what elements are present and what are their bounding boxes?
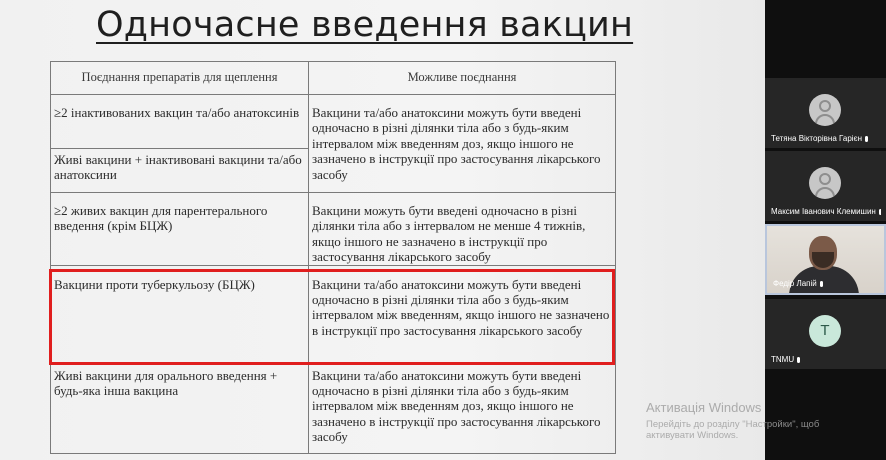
table-row: [51, 193, 616, 266]
combination-cell: ≥2 живих вакцин для парентерального введення (крім БЦЖ): [51, 193, 309, 266]
table-row: [51, 363, 616, 453]
windows-activation-watermark: [646, 400, 886, 441]
possible-combination-cell: Вакцини можуть бути введені одночасно в різні ділянки тіла або з інтервалом не менше 4 тижнів, якщо іншого не зазначено в інструкції про застосування лікарського засобу: [309, 193, 616, 266]
person-icon: [809, 94, 841, 126]
column-header: Поєднання препаратів для щеплення: [51, 62, 309, 95]
participant-tile[interactable]: [765, 151, 886, 221]
vaccine-combination-table: [50, 61, 616, 454]
avatar-letter: T: [809, 315, 841, 347]
table-header-row: [51, 62, 616, 95]
participant-name: Тетяна Вікторівна Гарієн: [771, 134, 863, 143]
combination-cell: ≥2 інактивованих вакцин та/або анатоксинів: [51, 95, 309, 149]
mic-muted-icon: [820, 281, 823, 287]
participant-name: TNMU: [771, 355, 795, 364]
possible-combination-cell: Вакцини та/або анатоксини можуть бути введені одночасно в різні ділянки тіла або з будь-яким інтервалом між введенням доз, якщо іншого не зазначено в інструкції про застосування лікарського засобу: [309, 363, 616, 453]
combination-cell: Живі вакцини для орального введення + будь-яка інша вакцина: [51, 363, 309, 453]
participant-tile[interactable]: [765, 299, 886, 369]
combination-cell: Вакцини проти туберкульозу (БЦЖ): [51, 265, 309, 363]
person-icon: [809, 167, 841, 199]
column-header: Можливе поєднання: [309, 62, 616, 95]
participant-tile[interactable]: [765, 78, 886, 148]
possible-combination-cell: Вакцини та/або анатоксини можуть бути введені одночасно в різні ділянки тіла або з будь-яким інтервалом між введенням, якщо іншого не зазначено в інструкції про застосування лікарського засобу: [309, 265, 616, 363]
table-row: [51, 95, 616, 149]
participant-name: Максим Іванович Клемишин: [771, 207, 876, 216]
participant-name: Федір Лапій: [773, 279, 817, 288]
mic-muted-icon: [879, 209, 881, 215]
slide-title: Одночасне введення вакцин: [96, 5, 634, 45]
watermark-title: Активація Windows: [646, 400, 762, 415]
table-row-highlighted: [51, 265, 616, 363]
watermark-subtitle: Перейдіть до розділу "Настройки", щоб активувати Windows.: [646, 419, 820, 441]
combination-cell: Живі вакцини + інактивовані вакцини та/або анатоксини: [51, 149, 309, 193]
possible-combination-cell: Вакцини та/або анатоксини можуть бути введені одночасно в різні ділянки тіла або з будь-яким інтервалом між введенням доз, якщо іншого не зазначено в інструкції про застосування лікарського засобу: [309, 95, 616, 193]
participant-tile-active-speaker[interactable]: [765, 224, 886, 295]
mic-muted-icon: [797, 357, 800, 363]
mic-muted-icon: [865, 136, 868, 142]
